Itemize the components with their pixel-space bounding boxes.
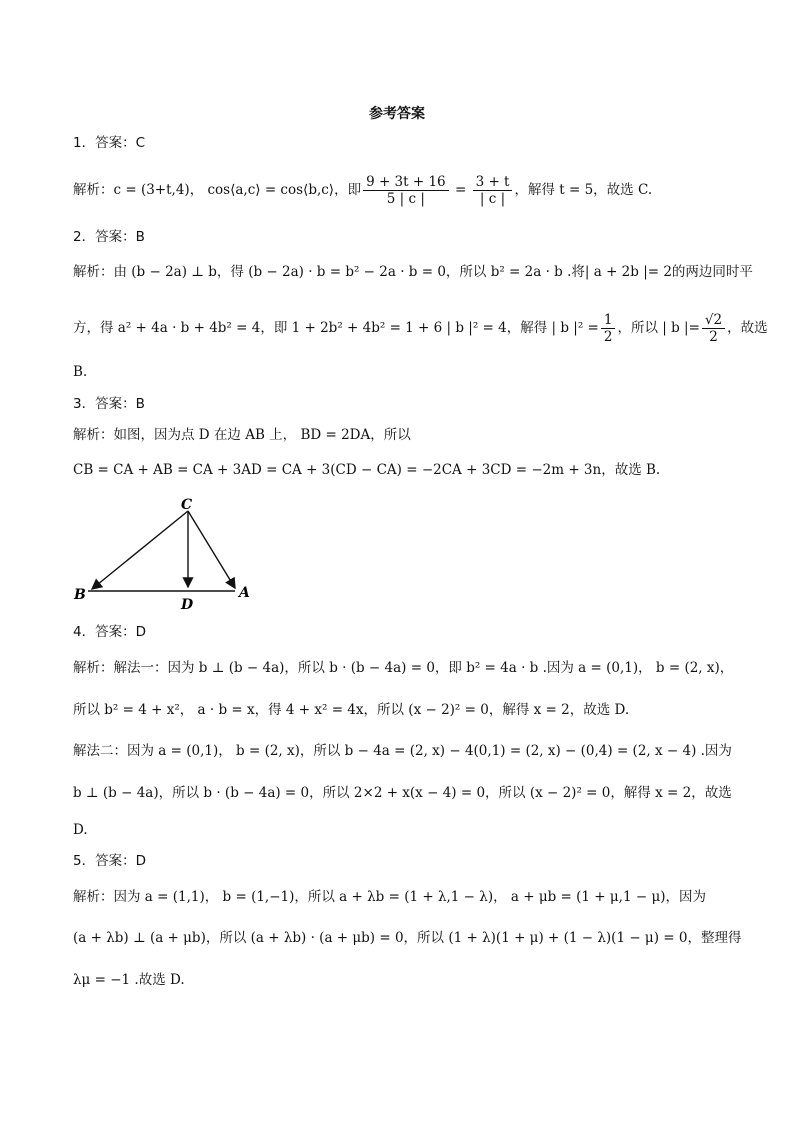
q1-equals: = <box>450 182 471 198</box>
vector-ca <box>188 511 235 588</box>
q2-fraction-half <box>601 312 616 345</box>
q1-frac2-denominator: | c | <box>479 191 506 207</box>
q3-solution-line1: 解析：如图，因为点 D 在边 AB 上， BD = 2DA，所以 <box>73 427 411 443</box>
q1-frac1-denominator: 5 | c | <box>386 191 425 207</box>
q5-solution-line2: (a + λb) ⊥ (a + μb)，所以 (a + λb) · (a + μb) = 0，所以 (1 + λ)(1 + μ) + (1 − λ)(1 − μ) = 0，整理得 <box>73 930 742 946</box>
q4-solution-line4: b ⊥ (b − 4a)，所以 b · (b − 4a) = 0，所以 2×2 + x(x − 4) = 0，所以 (x − 2)² = 0，解得 x = 2，故选 <box>73 785 732 801</box>
q3-solution-line2: CB = CA + AB = CA + 3AD = CA + 3(CD − CA) = −2CA + 3CD = −2m + 3n，故选 B. <box>73 462 661 478</box>
point-label-c: C <box>181 497 193 513</box>
q2-line2-text-a: 方，得 a² + 4a · b + 4b² = 4，即 1 + 2b² + 4b² = 1 + 6 | b |² = 4，解得 | b |² = <box>73 320 599 336</box>
q5-solution-line1: 解析：因为 a = (1,1)， b = (1,−1)，所以 a + λb = (1 + λ,1 − λ)， a + μb = (1 + μ,1 − μ)，因为 <box>73 889 706 905</box>
q2-fraction-root2 <box>702 312 725 345</box>
q2-frac-numerator: 1 <box>601 312 616 329</box>
q1-solution-text-c: ，解得 t = 5，故选 C. <box>514 182 653 198</box>
q2-solution-line3: B. <box>73 364 88 380</box>
q1-fraction-left <box>363 174 449 207</box>
point-label-a: A <box>239 585 250 601</box>
q4-heading: 4．答案：D <box>73 624 146 640</box>
q2-solution-line1: 解析：由 (b − 2a) ⊥ b，得 (b − 2a) · b = b² − 2a · b = 0，所以 b² = 2a · b .将| a + 2b |= 2的两边同时平 <box>73 264 753 280</box>
q4-solution-line1: 解析：解法一：因为 b ⊥ (b − 4a)，所以 b · (b − 4a) = 0，即 b² = 4a · b .因为 a = (0,1)， b = (2, x)， <box>73 660 734 676</box>
page-title: 参考答案 <box>369 106 425 122</box>
q4-solution-line5: D. <box>73 822 88 838</box>
q1-frac1-numerator: 9 + 3t + 16 <box>363 174 449 191</box>
triangle-diagram <box>68 495 268 615</box>
point-label-d: D <box>181 597 194 613</box>
q1-solution-label: 解析： <box>73 182 114 198</box>
q4-solution-line3: 解法二：因为 a = (0,1)， b = (2, x)，所以 b − 4a = (2, x) − 4(0,1) = (2, x) − (0,4) = (2, x − 4) .因为 <box>73 743 732 759</box>
q3-heading: 3．答案：B <box>73 396 145 412</box>
q2-heading: 2．答案：B <box>73 229 145 245</box>
q2-frac2-numerator: √2 <box>702 312 725 329</box>
q2-line2-text-c: ，故选 <box>727 320 768 336</box>
vector-cb <box>92 511 188 589</box>
q1-heading: 1．答案：C <box>73 135 146 151</box>
q5-heading: 5．答案：D <box>73 853 146 869</box>
q2-line2-text-b: ，所以 | b |= <box>617 320 700 336</box>
q1-fraction-right <box>473 174 513 207</box>
q4-solution-line2: 所以 b² = 4 + x²， a · b = x，得 4 + x² = 4x，所以 (x − 2)² = 0，解得 x = 2，故选 D. <box>73 702 630 718</box>
q2-solution-line2 <box>73 312 768 345</box>
q2-frac-denominator: 2 <box>603 329 613 345</box>
q2-frac2-denominator: 2 <box>709 329 718 345</box>
q1-solution <box>73 174 652 207</box>
triangle-svg <box>68 495 268 615</box>
q1-frac2-numerator: 3 + t <box>473 174 513 191</box>
q1-solution-text-a: c = (3+t,4)， cos⟨a,c⟩ = cos⟨b,c⟩，即 <box>113 182 362 198</box>
q5-solution-line3: λμ = −1 .故选 D. <box>73 972 185 988</box>
point-label-b: B <box>74 587 86 603</box>
